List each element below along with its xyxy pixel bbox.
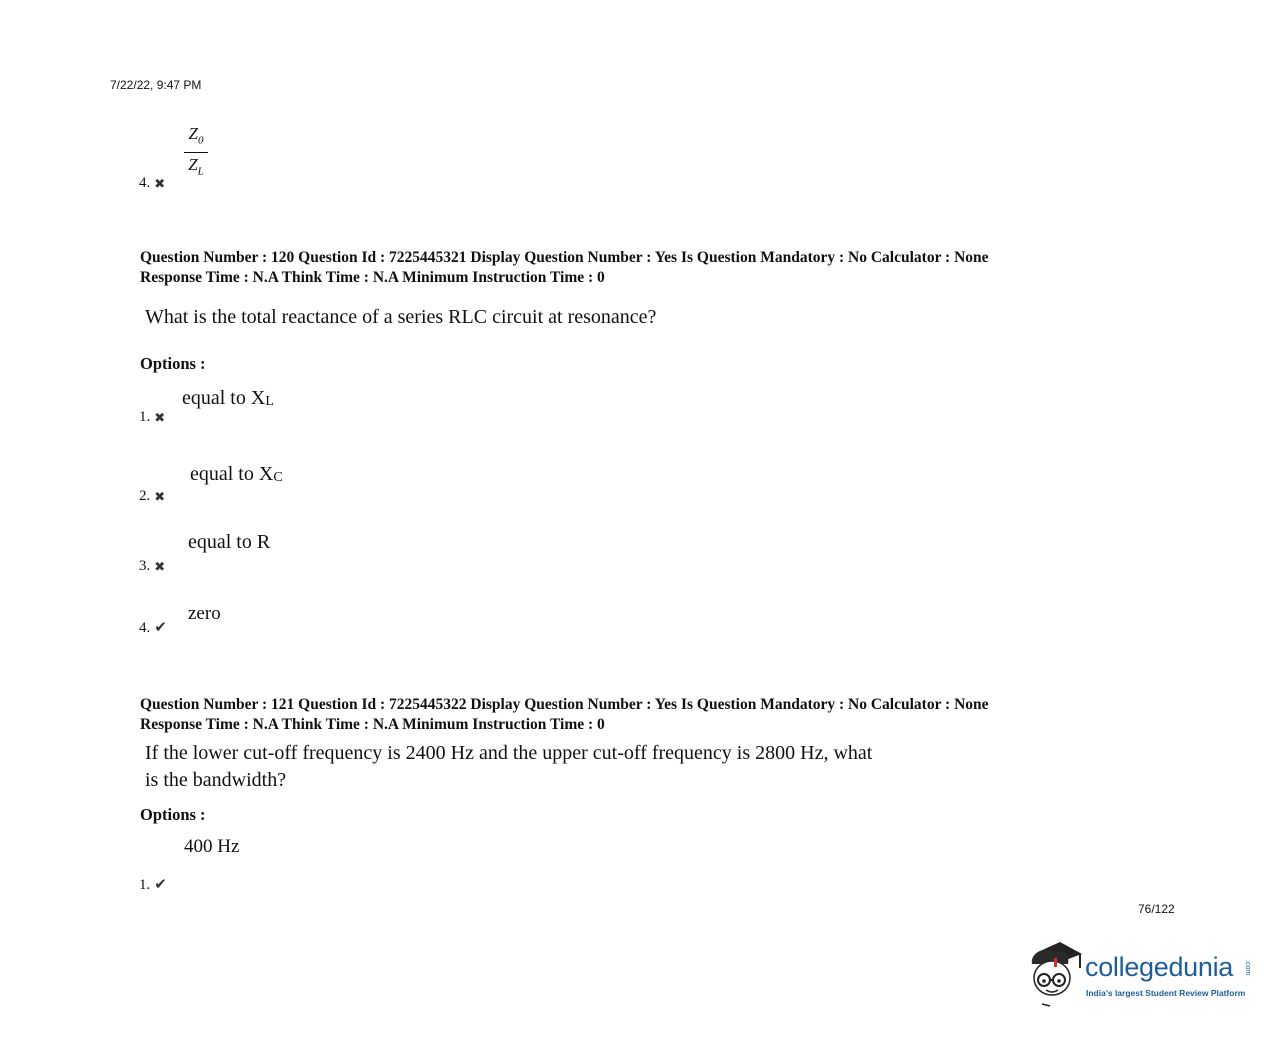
collegedunia-logo: [1024, 938, 1254, 1008]
fraction-numerator: $Z_0$: [184, 124, 208, 153]
option-number: 1. ✖: [139, 409, 166, 425]
fraction-denominator: $Z_L$: [188, 155, 204, 178]
option-fraction: [184, 124, 208, 182]
option-text: 400 Hz: [184, 836, 240, 857]
question-meta: Question Number : 120 Question Id : 7225445321 Display Question Number : Yes Is Question Mandatory : No Calculator : None Response Time : N.A Think Time : N.A Minimum Instruction Time : 0: [140, 249, 989, 286]
wrong-mark-icon: ✖: [154, 559, 166, 574]
brand-tagline: India's largest Student Review Platform: [1086, 988, 1246, 998]
option-text: equal to R: [188, 531, 271, 553]
option-text: equal to $X_L$: [182, 387, 274, 409]
question-text: What is the total reactance of a series RLC circuit at resonance?: [145, 306, 657, 328]
option-text: zero: [188, 603, 221, 624]
options-label: Options :: [140, 354, 206, 373]
wrong-mark-icon: ✖: [154, 410, 166, 425]
question-text: If the lower cut-off frequency is 2400 Hz and the upper cut-off frequency is 2800 Hz, what is the bandwidth?: [145, 742, 873, 791]
option-number: 4. ✔: [139, 620, 167, 636]
option-number: 4. ✖: [139, 175, 166, 191]
correct-check-icon: ✔: [154, 620, 167, 636]
wrong-mark-icon: ✖: [154, 489, 166, 504]
correct-check-icon: ✔: [154, 877, 167, 893]
wrong-mark-icon: ✖: [154, 176, 166, 191]
mascot-icon: [1024, 938, 1086, 1008]
option-number: 1. ✔: [139, 877, 167, 893]
option-text: equal to $X_C$: [190, 463, 283, 485]
brand-name: collegedunia: [1085, 952, 1234, 982]
option-number: 2. ✖: [139, 488, 166, 504]
print-timestamp: 7/22/22, 9:47 PM: [110, 78, 202, 92]
question-meta: Question Number : 121 Question Id : 7225445322 Display Question Number : Yes Is Question Mandatory : No Calculator : None Response Time : N.A Think Time : N.A Minimum Instruction Time : 0: [140, 696, 989, 733]
brand-suffix: .com: [1244, 960, 1251, 976]
page-count: 76/122: [1138, 902, 1175, 916]
options-label: Options :: [140, 805, 206, 824]
option-number: 3. ✖: [139, 558, 166, 574]
